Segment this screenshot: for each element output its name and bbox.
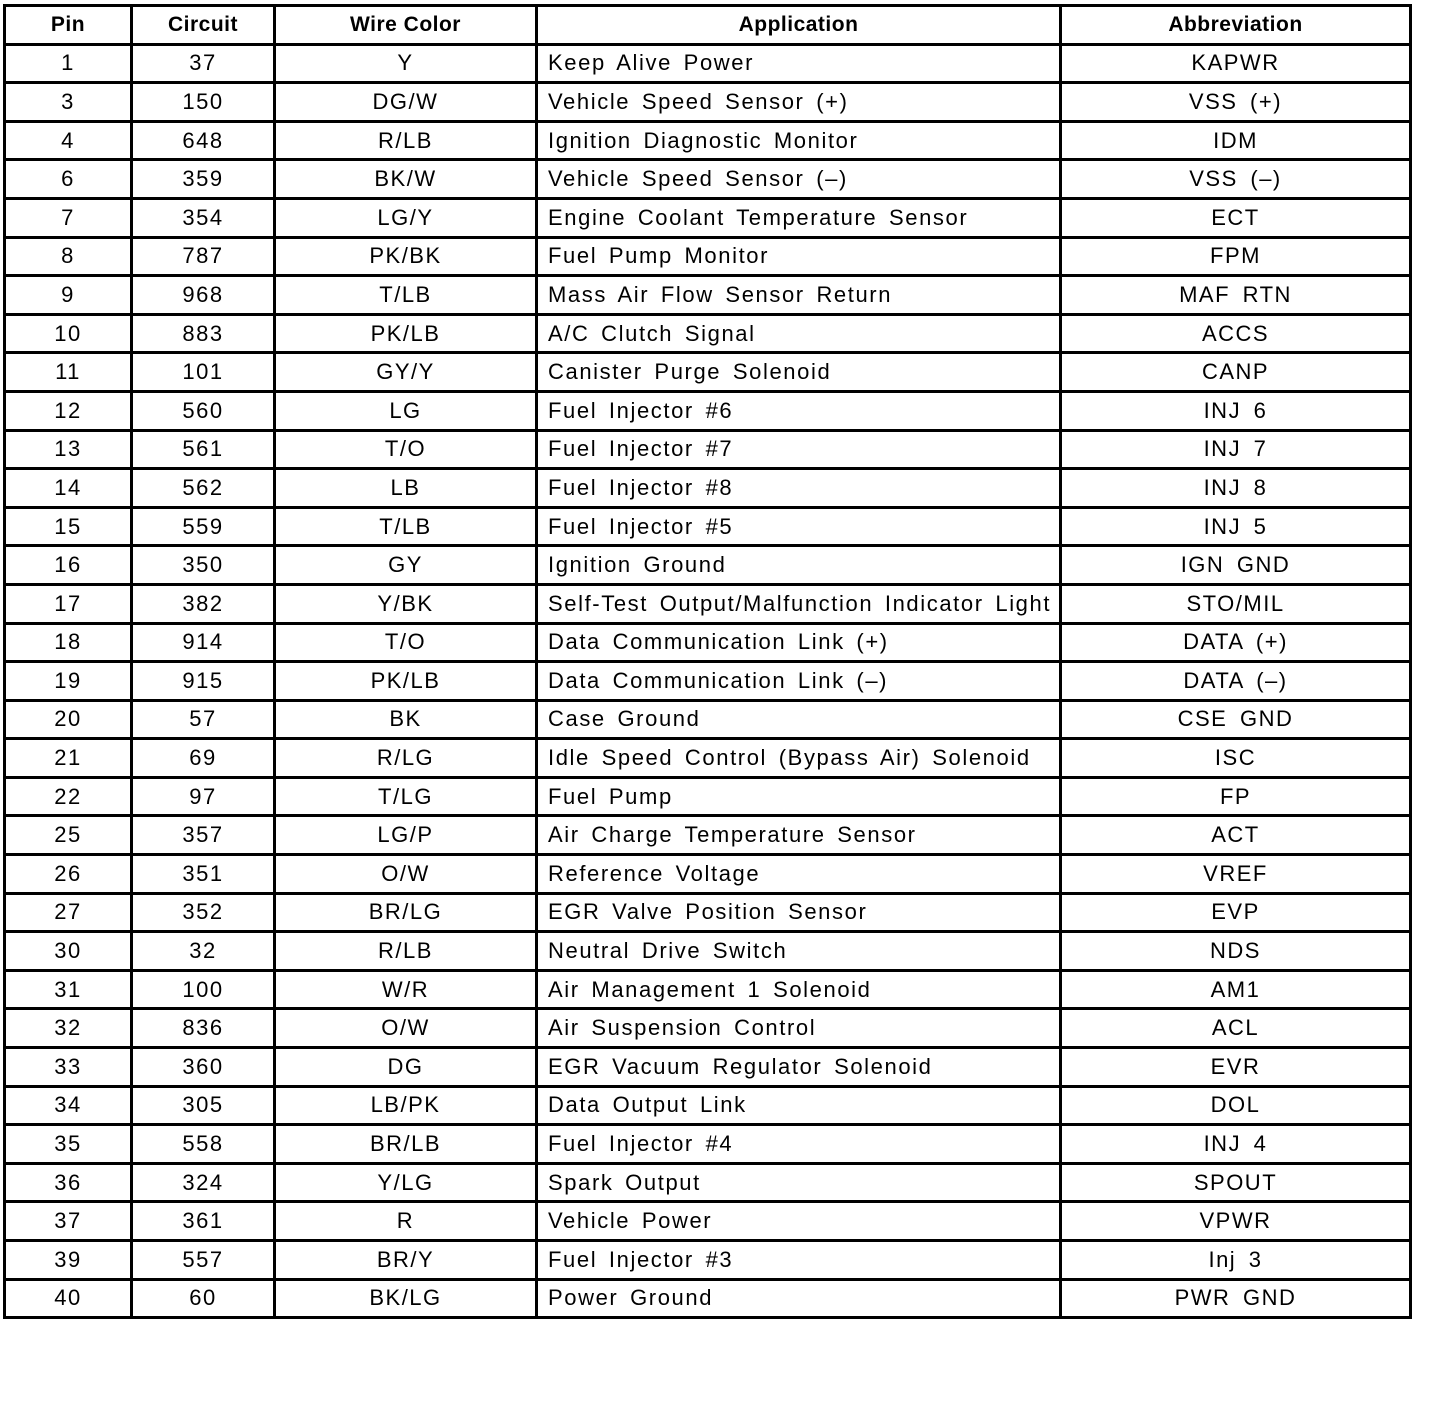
table-row [5,121,1411,160]
cell-wire-color: R/LB [275,932,537,971]
cell-circuit: 558 [132,1125,275,1164]
cell-circuit: 324 [132,1163,275,1202]
cell-pin: 3 [5,83,132,122]
cell-circuit: 557 [132,1241,275,1280]
cell-circuit: 787 [132,237,275,276]
cell-abbreviation: DOL [1061,1086,1411,1125]
cell-wire-color: Y/LG [275,1163,537,1202]
cell-pin: 30 [5,932,132,971]
cell-abbreviation: STO/MIL [1061,584,1411,623]
cell-circuit: 559 [132,507,275,546]
cell-wire-color: T/O [275,430,537,469]
cell-wire-color: T/O [275,623,537,662]
cell-wire-color: T/LB [275,507,537,546]
cell-pin: 18 [5,623,132,662]
cell-application: Data Communication Link (–) [537,662,1061,701]
cell-circuit: 352 [132,893,275,932]
cell-wire-color: BR/LB [275,1125,537,1164]
table-row [5,1009,1411,1048]
cell-pin: 15 [5,507,132,546]
cell-pin: 34 [5,1086,132,1125]
table-row [5,83,1411,122]
cell-application: Vehicle Speed Sensor (–) [537,160,1061,199]
cell-abbreviation: CANP [1061,353,1411,392]
cell-application: Vehicle Power [537,1202,1061,1241]
cell-wire-color: R/LB [275,121,537,160]
table-row [5,276,1411,315]
cell-pin: 40 [5,1279,132,1318]
cell-circuit: 60 [132,1279,275,1318]
cell-circuit: 32 [132,932,275,971]
cell-application: EGR Valve Position Sensor [537,893,1061,932]
cell-application: Fuel Injector #8 [537,469,1061,508]
header-abbreviation: Abbreviation [1061,6,1411,45]
table-row [5,507,1411,546]
cell-abbreviation: CSE GND [1061,700,1411,739]
cell-application: Ignition Diagnostic Monitor [537,121,1061,160]
cell-application: Neutral Drive Switch [537,932,1061,971]
cell-application: Idle Speed Control (Bypass Air) Solenoid [537,739,1061,778]
cell-application: Canister Purge Solenoid [537,353,1061,392]
cell-application: Fuel Pump Monitor [537,237,1061,276]
cell-application: Fuel Injector #7 [537,430,1061,469]
cell-wire-color: BK/LG [275,1279,537,1318]
cell-circuit: 561 [132,430,275,469]
cell-abbreviation: MAF RTN [1061,276,1411,315]
cell-abbreviation: INJ 4 [1061,1125,1411,1164]
cell-wire-color: W/R [275,970,537,1009]
header-circuit: Circuit [132,6,275,45]
cell-wire-color: PK/LB [275,314,537,353]
cell-pin: 8 [5,237,132,276]
cell-wire-color: BK [275,700,537,739]
cell-abbreviation: ACCS [1061,314,1411,353]
header-wire-color: Wire Color [275,6,537,45]
cell-circuit: 836 [132,1009,275,1048]
cell-application: Air Suspension Control [537,1009,1061,1048]
cell-pin: 13 [5,430,132,469]
table-row [5,893,1411,932]
cell-circuit: 360 [132,1048,275,1087]
cell-abbreviation: FPM [1061,237,1411,276]
table-row [5,44,1411,83]
cell-circuit: 648 [132,121,275,160]
cell-circuit: 562 [132,469,275,508]
cell-wire-color: GY [275,546,537,585]
table-row [5,391,1411,430]
cell-abbreviation: ACL [1061,1009,1411,1048]
cell-abbreviation: ECT [1061,198,1411,237]
cell-circuit: 361 [132,1202,275,1241]
cell-pin: 27 [5,893,132,932]
cell-pin: 35 [5,1125,132,1164]
table-row [5,932,1411,971]
cell-circuit: 350 [132,546,275,585]
cell-pin: 14 [5,469,132,508]
cell-application: Data Output Link [537,1086,1061,1125]
cell-abbreviation: VSS (–) [1061,160,1411,199]
cell-pin: 12 [5,391,132,430]
cell-abbreviation: ACT [1061,816,1411,855]
cell-abbreviation: INJ 6 [1061,391,1411,430]
table-row [5,1163,1411,1202]
cell-wire-color: Y [275,44,537,83]
cell-pin: 1 [5,44,132,83]
header-row [5,6,1411,45]
cell-wire-color: BR/Y [275,1241,537,1280]
cell-pin: 37 [5,1202,132,1241]
cell-abbreviation: EVP [1061,893,1411,932]
cell-application: Reference Voltage [537,855,1061,894]
cell-wire-color: Y/BK [275,584,537,623]
cell-pin: 31 [5,970,132,1009]
cell-application: Fuel Injector #4 [537,1125,1061,1164]
cell-abbreviation: VSS (+) [1061,83,1411,122]
header-application: Application [537,6,1061,45]
cell-abbreviation: VREF [1061,855,1411,894]
cell-wire-color: PK/BK [275,237,537,276]
cell-abbreviation: NDS [1061,932,1411,971]
cell-pin: 6 [5,160,132,199]
cell-pin: 7 [5,198,132,237]
cell-circuit: 351 [132,855,275,894]
cell-application: Self-Test Output/Malfunction Indicator Light [537,584,1061,623]
cell-pin: 26 [5,855,132,894]
cell-circuit: 354 [132,198,275,237]
table-row [5,1241,1411,1280]
cell-wire-color: T/LB [275,276,537,315]
cell-abbreviation: IDM [1061,121,1411,160]
cell-application: Fuel Pump [537,777,1061,816]
cell-wire-color: LG [275,391,537,430]
table-row [5,1048,1411,1087]
cell-abbreviation: DATA (+) [1061,623,1411,662]
table-row [5,546,1411,585]
cell-circuit: 101 [132,353,275,392]
cell-pin: 10 [5,314,132,353]
table-row [5,816,1411,855]
cell-pin: 36 [5,1163,132,1202]
cell-wire-color: O/W [275,1009,537,1048]
table-row [5,1202,1411,1241]
table-row [5,855,1411,894]
cell-abbreviation: ISC [1061,739,1411,778]
cell-pin: 17 [5,584,132,623]
cell-abbreviation: INJ 5 [1061,507,1411,546]
cell-wire-color: LB/PK [275,1086,537,1125]
table-row [5,237,1411,276]
cell-application: Fuel Injector #6 [537,391,1061,430]
table-row [5,198,1411,237]
cell-wire-color: R/LG [275,739,537,778]
cell-circuit: 37 [132,44,275,83]
cell-wire-color: GY/Y [275,353,537,392]
cell-pin: 20 [5,700,132,739]
table-row [5,777,1411,816]
table-row [5,662,1411,701]
cell-abbreviation: KAPWR [1061,44,1411,83]
pinout-table [3,4,1412,1319]
cell-abbreviation: PWR GND [1061,1279,1411,1318]
cell-application: Power Ground [537,1279,1061,1318]
cell-pin: 22 [5,777,132,816]
cell-abbreviation: INJ 8 [1061,469,1411,508]
cell-abbreviation: INJ 7 [1061,430,1411,469]
cell-circuit: 560 [132,391,275,430]
table-row [5,1125,1411,1164]
table-row [5,970,1411,1009]
cell-circuit: 968 [132,276,275,315]
table-row [5,1279,1411,1318]
cell-application: Air Charge Temperature Sensor [537,816,1061,855]
cell-application: Keep Alive Power [537,44,1061,83]
cell-circuit: 100 [132,970,275,1009]
cell-pin: 33 [5,1048,132,1087]
cell-circuit: 150 [132,83,275,122]
cell-pin: 32 [5,1009,132,1048]
cell-circuit: 914 [132,623,275,662]
cell-abbreviation: FP [1061,777,1411,816]
cell-application: Ignition Ground [537,546,1061,585]
cell-application: A/C Clutch Signal [537,314,1061,353]
cell-pin: 16 [5,546,132,585]
cell-abbreviation: EVR [1061,1048,1411,1087]
cell-wire-color: DG/W [275,83,537,122]
cell-application: Mass Air Flow Sensor Return [537,276,1061,315]
cell-pin: 4 [5,121,132,160]
table-row [5,353,1411,392]
table-row [5,623,1411,662]
table-row [5,469,1411,508]
cell-abbreviation: VPWR [1061,1202,1411,1241]
cell-wire-color: T/LG [275,777,537,816]
table-row [5,739,1411,778]
cell-wire-color: PK/LB [275,662,537,701]
cell-circuit: 305 [132,1086,275,1125]
cell-circuit: 382 [132,584,275,623]
cell-circuit: 69 [132,739,275,778]
cell-application: EGR Vacuum Regulator Solenoid [537,1048,1061,1087]
cell-wire-color: DG [275,1048,537,1087]
table-row [5,430,1411,469]
cell-application: Vehicle Speed Sensor (+) [537,83,1061,122]
cell-abbreviation: Inj 3 [1061,1241,1411,1280]
cell-application: Air Management 1 Solenoid [537,970,1061,1009]
cell-abbreviation: DATA (–) [1061,662,1411,701]
cell-application: Fuel Injector #3 [537,1241,1061,1280]
cell-circuit: 359 [132,160,275,199]
cell-pin: 19 [5,662,132,701]
table-row [5,160,1411,199]
cell-wire-color: BR/LG [275,893,537,932]
cell-pin: 21 [5,739,132,778]
cell-application: Data Communication Link (+) [537,623,1061,662]
cell-application: Fuel Injector #5 [537,507,1061,546]
cell-wire-color: LG/P [275,816,537,855]
table-row [5,314,1411,353]
cell-application: Case Ground [537,700,1061,739]
cell-circuit: 357 [132,816,275,855]
cell-abbreviation: IGN GND [1061,546,1411,585]
cell-pin: 11 [5,353,132,392]
header-pin: Pin [5,6,132,45]
table-row [5,584,1411,623]
cell-wire-color: LG/Y [275,198,537,237]
cell-abbreviation: SPOUT [1061,1163,1411,1202]
cell-circuit: 883 [132,314,275,353]
cell-application: Spark Output [537,1163,1061,1202]
cell-wire-color: O/W [275,855,537,894]
cell-wire-color: BK/W [275,160,537,199]
cell-application: Engine Coolant Temperature Sensor [537,198,1061,237]
table-body [5,44,1411,1318]
cell-wire-color: R [275,1202,537,1241]
cell-pin: 25 [5,816,132,855]
cell-circuit: 97 [132,777,275,816]
cell-circuit: 57 [132,700,275,739]
cell-wire-color: LB [275,469,537,508]
cell-pin: 9 [5,276,132,315]
cell-abbreviation: AM1 [1061,970,1411,1009]
cell-circuit: 915 [132,662,275,701]
table-row [5,1086,1411,1125]
cell-pin: 39 [5,1241,132,1280]
table-row [5,700,1411,739]
